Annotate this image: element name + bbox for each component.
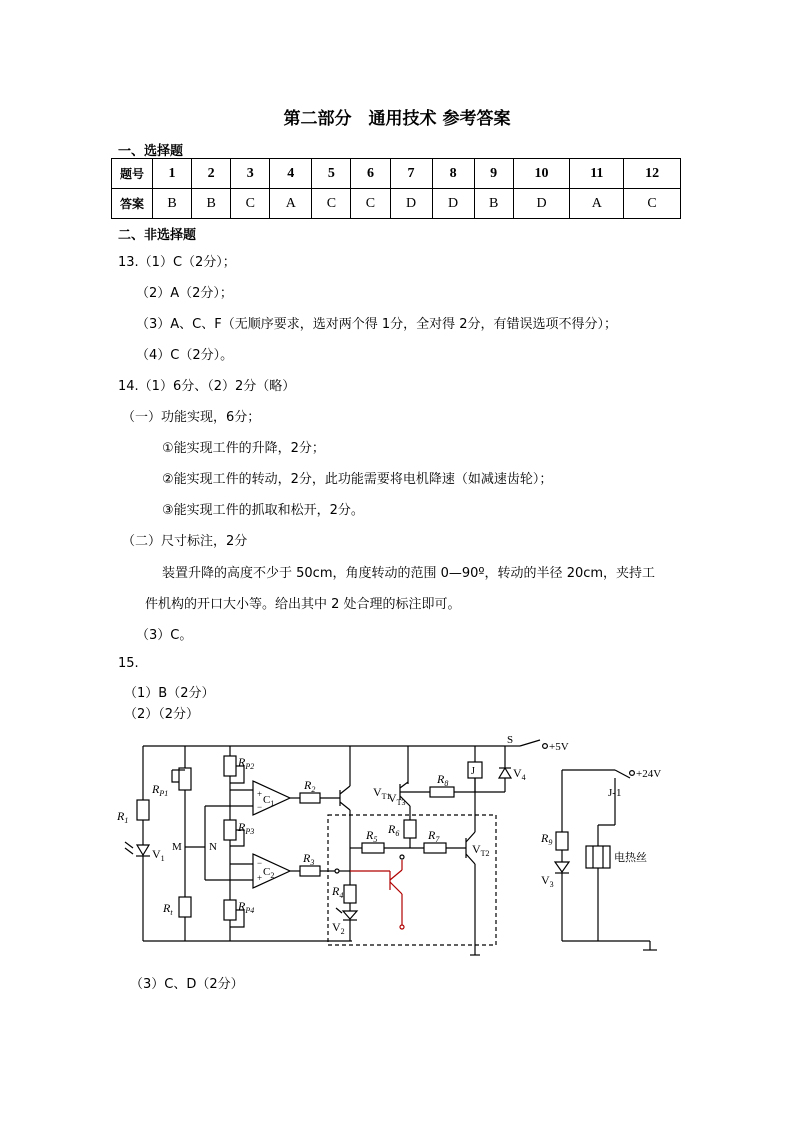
q13-line-1: 13.（1）C（2分）； [118,255,236,270]
label-r9: $R_9$ [541,831,553,847]
label-c2-minus: − [257,858,263,868]
table-cell: D [390,189,432,219]
q14-line-4: ②能实现工件的转动，2分，此功能需要将电机降速（如减速齿轮）； [162,472,553,487]
label-rp4: $R_{P4}$ [238,899,255,915]
table-cell: 10 [513,159,570,189]
label-rp1: $R_{P1}$ [152,782,169,798]
label-vt3: $V_{T3}$ [388,791,406,807]
q14-line-1: 14.（1）6分、（2）2分（略） [118,379,296,394]
label-r7: $R_7$ [428,828,440,844]
table-cell: 3 [231,159,270,189]
label-v2: $V_2$ [332,920,345,936]
table-cell: 11 [570,159,624,189]
table-cell: D [432,189,474,219]
label-c1: $C_1$ [263,794,275,808]
table-cell: B [153,189,192,219]
q14-line-9: （3）C。 [136,628,193,643]
label-heater: 电热丝 [614,852,647,864]
label-vt1: $V_{T1}$ [373,785,391,801]
q14-line-2: （一）功能实现，6分； [122,410,261,425]
table-cell: C [312,189,351,219]
table-cell: C [231,189,270,219]
table-cell: 2 [192,159,231,189]
table-cell: D [513,189,570,219]
q15-line-2: （1）B（2分） [124,686,215,701]
label-n: N [209,841,217,853]
q15-line-3: （2）（2分） [124,707,200,722]
label-c1-plus: + [257,789,263,799]
table-cell: 5 [312,159,351,189]
q14-line-3: ①能实现工件的升降，2分； [162,441,325,456]
label-r4: $R_4$ [332,884,344,900]
table-cell: C [351,189,390,219]
label-plus5v: +5V [549,741,569,753]
q15-line-1: 15. [118,656,139,671]
label-r6: $R_6$ [388,822,400,838]
q14-line-8: 件机构的开口大小等。给出其中 2 处合理的标注即可。 [145,597,461,612]
q13-line-4: （4）C（2分）。 [136,348,234,363]
table-cell: 4 [270,159,312,189]
transistor-vt2-stage [350,746,480,955]
table-cell: 6 [351,159,390,189]
table-cell: A [270,189,312,219]
page-title: 第二部分 通用技术 参考答案 [283,109,511,129]
section-nonchoice-heading: 二、非选择题 [118,228,197,243]
table-cell: 7 [390,159,432,189]
table-header-answer: 答案 [112,189,153,219]
label-rp3: $R_{P3}$ [238,820,255,836]
label-c2-plus: + [257,873,263,883]
table-cell: B [192,189,231,219]
label-m: M [172,841,182,853]
q15-line-4: （3）C、D（2分） [130,977,244,992]
label-s: S [507,734,514,746]
label-r3: $R_3$ [303,851,315,867]
label-v3: $V_3$ [541,873,554,889]
q14-line-7: 装置升降的高度不少于 50cm，角度转动的范围 0—90º，转动的半径 20cm，夹持工 [162,566,656,581]
q13-line-2: （2）A（2分）； [136,286,233,301]
label-r8: $R_8$ [437,772,449,788]
label-rp2: $R_{P2}$ [238,755,255,771]
label-r1: $R_1$ [117,809,129,825]
transistor-vt1-stage [300,746,350,941]
label-v1: $V_1$ [152,847,165,863]
label-c1-minus: − [257,802,263,812]
label-vt2: $V_{T2}$ [472,842,490,858]
q14-line-5: ③能实现工件的抓取和松开，2分。 [162,503,364,518]
q13-line-3: （3）A、C、F（无顺序要求，选对两个得 1分，全对得 2分，有错误选项不得分）； [136,317,618,332]
table-cell: B [474,189,513,219]
table-cell: 9 [474,159,513,189]
label-v4: $V_4$ [513,766,526,782]
label-j1: J-1 [608,787,622,799]
table-cell: A [570,189,624,219]
table-header-number: 题号 [112,159,153,189]
label-r2: $R_2$ [304,778,316,794]
label-rt: $R_t$ [163,901,173,917]
label-j: J [471,766,475,777]
added-transistor-red [350,860,404,929]
label-plus24v: +24V [636,768,662,780]
table-cell: 1 [153,159,192,189]
section-choice-heading: 一、选择题 [118,144,184,159]
label-r5: $R_5$ [366,828,378,844]
table-cell: C [624,189,681,219]
table-cell: 12 [624,159,681,189]
label-c2: $C_2$ [263,866,275,880]
table-cell: 8 [432,159,474,189]
q14-line-6: （二）尺寸标注，2分 [122,534,248,549]
